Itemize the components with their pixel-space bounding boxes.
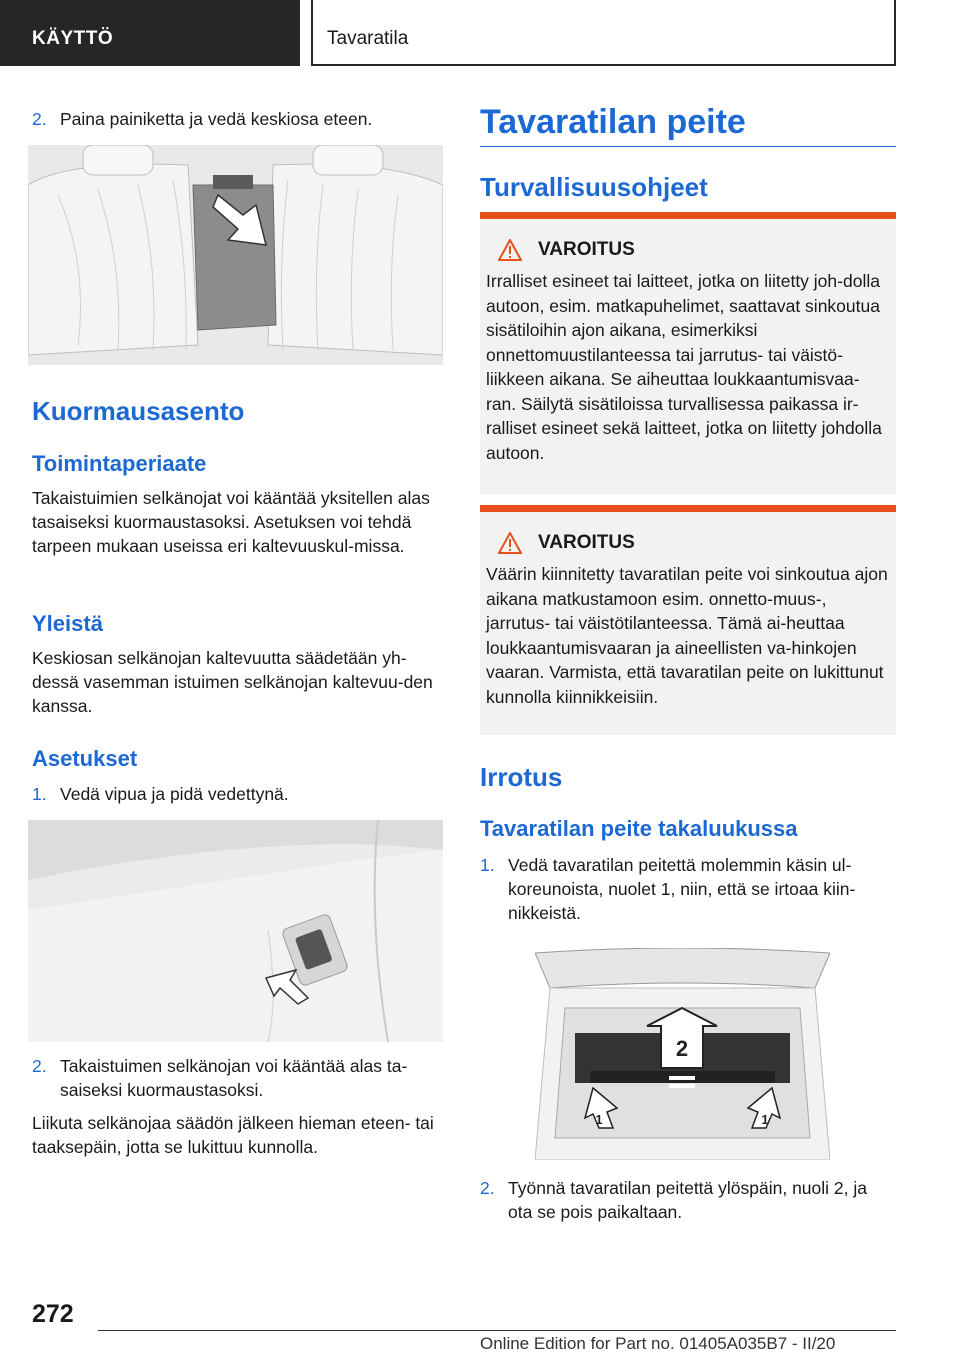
heading-cargo-cover: Tavaratilan peite bbox=[480, 103, 746, 141]
arrow-2-label: 2 bbox=[675, 1036, 689, 1061]
step-pull-lever bbox=[32, 782, 444, 806]
warning-text: Irralliset esineet tai laitteet, jotka on liitetty joh-dolla autoon, esim. matkapuhelimet, saattavat sinkoutua sisätiloihin ajon aikana, esimerkiksi onnettomuustilanteessa tai jarrutus- tai väistö-liikkeen aikana. Se aiheuttaa loukkaantumisvaa-ran. Säilytä sisätiloissa turvallisessa paikassa ir-ralliset esineet sekä laitteet, jotka on liitetty johdolla autoon. bbox=[486, 271, 882, 463]
heading-removal: Irrotus bbox=[480, 762, 563, 792]
warning-title bbox=[498, 532, 888, 554]
step-number: 2. bbox=[32, 109, 47, 129]
step-text: Vedä vipua ja pidä vedettynä. bbox=[60, 784, 289, 804]
step-push-cover-up bbox=[480, 1176, 896, 1224]
step-text: Paina painiketta ja vedä keskiosa eteen. bbox=[60, 109, 373, 129]
chapter-tab bbox=[311, 0, 896, 66]
heading-settings: Asetukset bbox=[32, 746, 138, 771]
section-label: KÄYTTÖ bbox=[32, 28, 114, 49]
warning-text: Väärin kiinnitetty tavaratilan peite voi sinkoutua ajon aikana matkustamoon esim. onnetto-muus-, jarrutus- tai väistötilanteessa. Tämä ai-heuttaa loukkaantumisvaaran ja aineellisten va-hinkojen vaaran. Varmista, että tavaratilan peite on lukittunut kunnolla kiinnikkeisiin. bbox=[486, 564, 888, 707]
warning-title bbox=[498, 239, 888, 261]
principle-text: Takaistuimien selkänojat voi kääntää yksitellen alas tasaiseksi kuormaustasoksi. Asetuksen voi tehdä tarpeen mukaan useissa eri kaltevuuskul-missa. bbox=[32, 488, 430, 556]
warning-box-cover-fixing bbox=[480, 505, 896, 735]
heading-load-position: Kuormausasento bbox=[32, 396, 245, 426]
warning-label: VAROITUS bbox=[538, 532, 635, 553]
step-text: Takaistuimen selkänojan voi kääntää alas ta-saiseksi kuormaustasoksi. bbox=[60, 1056, 408, 1100]
edition-info: Online Edition for Part no. 01405A035B7 - II/20 bbox=[480, 1334, 836, 1353]
step-fold-down bbox=[32, 1054, 444, 1102]
rear-seat-center-image bbox=[28, 145, 443, 365]
chapter-label: Tavaratila bbox=[327, 28, 409, 49]
heading-principle: Toimintaperiaate bbox=[32, 451, 207, 476]
warning-triangle-icon bbox=[498, 239, 522, 261]
heading-underline bbox=[480, 146, 896, 147]
trunk-cover-image bbox=[535, 948, 830, 1160]
step-text: Vedä tavaratilan peitettä molemmin käsin ul-koreunoista, nuolet 1, niin, että se irtoaa kiin-nikkeistä. bbox=[508, 855, 856, 923]
step-press-button bbox=[32, 107, 444, 131]
footer-divider bbox=[98, 1330, 896, 1331]
heading-cover-in-tailgate: Tavaratilan peite takaluukussa bbox=[480, 816, 798, 841]
seat-lever-image bbox=[28, 820, 443, 1042]
page-number: 272 bbox=[32, 1300, 74, 1328]
heading-general: Yleistä bbox=[32, 611, 103, 636]
section-tab bbox=[0, 0, 300, 66]
step-number: 2. bbox=[480, 1178, 495, 1198]
warning-box-loose-objects bbox=[480, 212, 896, 494]
warning-label: VAROITUS bbox=[538, 239, 635, 260]
general-text: Keskiosan selkänojan kaltevuutta säädetään yh-dessä vasemman istuimen selkänojan kaltevuu-den kanssa. bbox=[32, 648, 433, 716]
heading-safety: Turvallisuusohjeet bbox=[480, 172, 708, 202]
step-text: Työnnä tavaratilan peitettä ylöspäin, nuoli 2, ja ota se pois paikaltaan. bbox=[508, 1178, 867, 1222]
step-pull-cover bbox=[480, 853, 896, 925]
step-number: 1. bbox=[32, 784, 47, 804]
warning-triangle-icon bbox=[498, 532, 522, 554]
step-number: 2. bbox=[32, 1056, 47, 1076]
arrow-1-right-label: 1 bbox=[761, 1112, 769, 1127]
step-number: 1. bbox=[480, 855, 495, 875]
after-adjust-text: Liikuta selkänojaa säädön jälkeen hieman eteen- tai taaksepäin, jotta se lukittuu kunnolla. bbox=[32, 1113, 434, 1157]
arrow-1-left-label: 1 bbox=[595, 1112, 603, 1127]
